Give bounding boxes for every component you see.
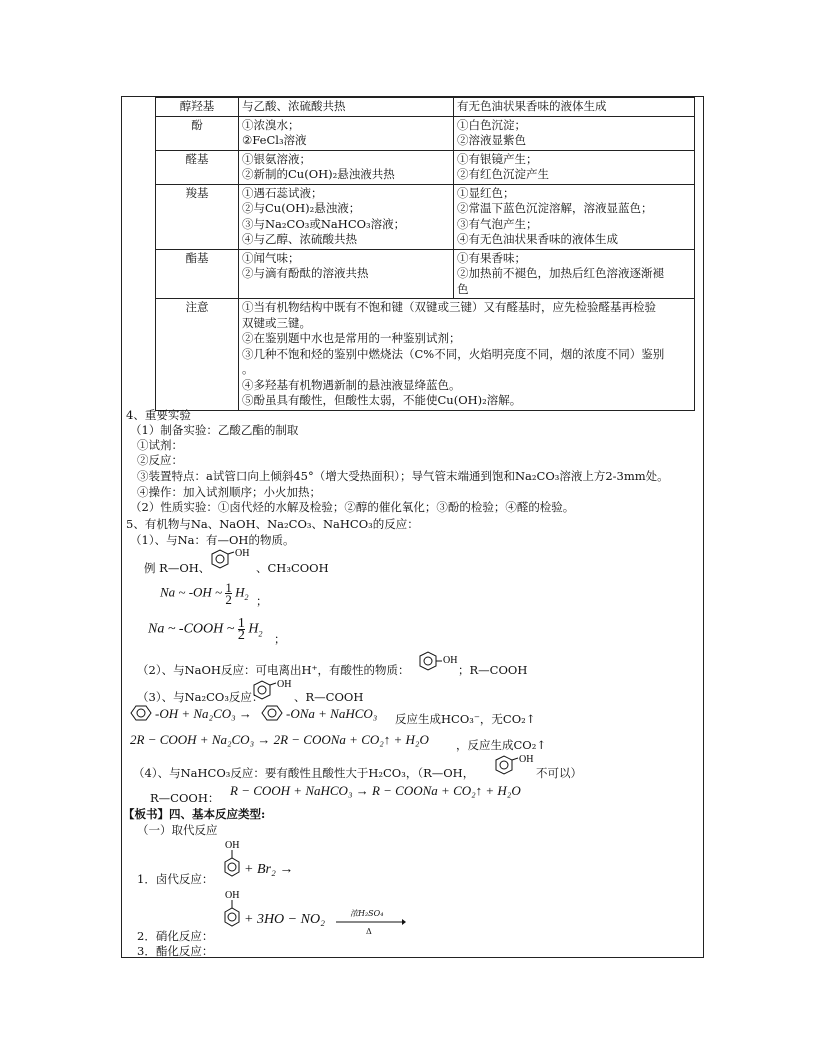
eq-na2co3-1a: -OH + Na₂CO₃ → xyxy=(155,706,252,721)
phenomenon-cell xyxy=(454,184,695,249)
reagent-line: 与乙酸、浓硫酸共热 xyxy=(242,99,346,113)
table-row xyxy=(156,249,695,299)
group-cell: 酚 xyxy=(156,116,239,150)
phenomenon-line: ②加热前不褪色，加热后红色溶液逐渐褪 xyxy=(457,266,664,280)
eq-na-cooh xyxy=(148,618,262,642)
svg-text:OH: OH xyxy=(225,890,240,901)
group-cell: 醇羟基 xyxy=(156,98,239,117)
reagent-line: ②与Cu(OH)₂悬浊液； xyxy=(242,201,361,215)
phenomenon-line: ④有无色油状果香味的液体生成 xyxy=(457,232,618,246)
group-cell: 羧基 xyxy=(156,184,239,249)
eq-nahco3: R − COOH + NaHCO₃ → R − COONa + CO₂↑ + H₂O xyxy=(230,783,521,798)
phenomenon-cell xyxy=(454,249,695,299)
notes-label: 注意 xyxy=(156,299,239,411)
board-title: 【板书】四、基本反应类型: xyxy=(123,807,266,821)
phenomenon-cell xyxy=(454,98,695,117)
s4-line6: （2）性质实验：①卤代烃的水解及检验；②醇的催化氧化；③酚的检验；④醛的检验。 xyxy=(130,500,575,514)
nitration-condition-top: 浓H₂SO₄ xyxy=(350,909,384,918)
s5-p3-note2: ，反应生成CO₂↑ xyxy=(456,738,546,752)
eq-na-cooh-left: Na ~ -COOH ~ xyxy=(148,621,235,637)
group-cell: 醛基 xyxy=(156,150,239,184)
reagent-line: ①闻气味； xyxy=(242,250,300,265)
half-num: 1 xyxy=(225,580,232,595)
reagent-cell xyxy=(239,150,454,184)
note-line: ②在鉴别题中水也是常用的一种鉴别试剂； xyxy=(242,331,461,345)
phenomenon-line: ②常温下蓝色沉淀溶解，溶液显蓝色； xyxy=(457,201,653,215)
reagent-line: ③与Na₂CO₃或NaHCO₃溶液； xyxy=(242,216,406,231)
phenomenon-line: ①有银镜产生； xyxy=(457,151,538,166)
h2-sub-2: 2 xyxy=(258,629,263,639)
h2-text: H xyxy=(235,584,245,600)
eq-nitration: + 3HO − NO₂ xyxy=(244,912,325,927)
section4-title: 4、重要实验 xyxy=(126,408,191,422)
phenol-vertical-icon xyxy=(220,838,248,884)
reagent-line: ①银氨溶液； xyxy=(242,151,311,166)
half-num-2: 1 xyxy=(237,616,245,631)
reaction-esterification: 3．酯化反应： xyxy=(137,944,214,958)
phenomenon-line: 有无色油状果香味的液体生成 xyxy=(457,99,607,113)
phenomenon-line: ②溶液显紫色 xyxy=(457,133,526,147)
table-row xyxy=(156,98,695,117)
eq-na2co3-2: 2R − COOH + Na₂CO₃ → 2R − COONa + CO₂↑ + H₂O xyxy=(130,732,429,747)
semicolon-1: ； xyxy=(256,594,268,608)
phenol-structure-icon xyxy=(246,680,294,704)
phenol-structure-icon xyxy=(488,755,536,779)
s5-p2-b: ；R—COOH xyxy=(458,663,528,677)
note-line: ⑤酚虽具有酸性，但酸性太弱，不能使Cu(OH)₂溶解。 xyxy=(242,393,522,407)
phenol-vertical-icon xyxy=(220,888,248,934)
table-row xyxy=(156,184,695,249)
reagent-line: ②新制的Cu(OH)₂悬浊液共热 xyxy=(242,167,395,181)
s4-line2: ①试剂： xyxy=(137,438,183,452)
s5-p4-c: R—COOH： xyxy=(150,791,220,805)
note-line: 。 xyxy=(242,362,254,376)
note-line: ①当有机物结构中既有不饱和键（双键或三键）又有醛基时，应先检验醛基再检验 xyxy=(242,300,656,314)
phenomenon-line: ①有果香味； xyxy=(457,250,526,265)
s4-line4: ③装置特点：a试管口向上倾斜45°（增大受热面积）；导气管末端通到饱和Na₂CO₃溶液上方2-3mm处。 xyxy=(137,469,669,483)
h2-text-2: H xyxy=(248,621,259,637)
svg-text:OH: OH xyxy=(519,754,534,765)
s5-p3-b: 、R—COOH xyxy=(294,690,364,704)
note-line: ③几种不饱和烃的鉴别中燃烧法（C%不同，火焰明亮度不同，烟的浓度不同）鉴别 xyxy=(242,346,665,361)
svg-text:OH: OH xyxy=(235,548,250,559)
s5-p1-example-a: 例 R—OH、 xyxy=(144,561,211,575)
phenomenon-cell xyxy=(454,150,695,184)
eq-halogenation: + Br₂ → xyxy=(244,862,294,877)
svg-text:OH: OH xyxy=(277,679,292,690)
phenomenon-line: ③有气泡产生； xyxy=(457,216,538,231)
benzene-ring-icon xyxy=(127,703,157,723)
eq-na2co3-1b: -ONa + NaHCO₃ xyxy=(286,706,378,721)
group-cell: 酯基 xyxy=(156,249,239,299)
benzene-ring-icon xyxy=(258,703,288,723)
reagent-cell xyxy=(239,184,454,249)
s5-p1: （1）、与Na：有—OH的物质。 xyxy=(130,533,295,547)
reagent-line: ②FeCl₃溶液 xyxy=(242,133,307,147)
phenomenon-line: 色 xyxy=(457,281,469,296)
svg-text:OH: OH xyxy=(443,655,458,666)
phenol-structure-icon xyxy=(412,650,460,678)
board-sub: （一）取代反应 xyxy=(137,823,218,837)
oh-label: OH xyxy=(225,840,240,851)
nitration-condition-bottom: Δ xyxy=(366,927,372,936)
reagent-line: ②与滴有酚酞的溶液共热 xyxy=(242,266,369,280)
notes-cell xyxy=(239,299,695,411)
half-den: 2 xyxy=(225,592,232,607)
eq-na-oh xyxy=(160,582,248,605)
reagent-line: ①遇石蕊试液； xyxy=(242,185,323,200)
s4-line5: ④操作：加入试剂顺序；小火加热； xyxy=(137,485,321,499)
s5-p3-note1: 反应生成HCO₃⁻，无CO₂↑ xyxy=(395,712,536,726)
functional-group-table xyxy=(155,97,695,411)
half-den-2: 2 xyxy=(237,628,245,643)
s5-p3-a: （3）、与Na₂CO₃反应： xyxy=(137,690,264,704)
eq-na-oh-left: Na ~ -OH ~ xyxy=(160,584,223,600)
s5-p4-b: 不可以） xyxy=(536,766,582,780)
phenomenon-line: ①显红色； xyxy=(457,185,515,200)
note-line: 双键或三键。 xyxy=(242,315,311,330)
reagent-cell xyxy=(239,116,454,150)
h2-sub: 2 xyxy=(244,593,249,603)
s5-p4-a: （4）、与NaHCO₃反应：要有酸性且酸性大于H₂CO₃，（R—OH， xyxy=(133,766,475,780)
phenomenon-line: ②有红色沉淀产生 xyxy=(457,167,549,181)
section5-title: 5、有机物与Na、NaOH、Na₂CO₃、NaHCO₃的反应： xyxy=(126,517,419,531)
note-line: ④多羟基有机物遇新制的悬浊液显绛蓝色。 xyxy=(242,377,461,392)
phenol-structure-icon xyxy=(204,548,252,576)
phenomenon-cell xyxy=(454,116,695,150)
table-row xyxy=(156,150,695,184)
semicolon-2: ； xyxy=(274,632,286,646)
s5-p1-example-b: 、CH₃COOH xyxy=(256,561,329,575)
table-row xyxy=(156,116,695,150)
s4-line3: ②反应： xyxy=(137,453,183,467)
reagent-line: ①浓溴水； xyxy=(242,117,300,132)
reagent-cell xyxy=(239,249,454,299)
notes-row xyxy=(156,299,695,411)
s5-p2-a: （2）、与NaOH反应：可电离出H⁺，有酸性的物质： xyxy=(137,663,410,677)
reaction-halogenation: 1．卤代反应： xyxy=(137,872,214,886)
phenomenon-line: ①白色沉淀； xyxy=(457,117,526,132)
reagent-line: ④与乙醇、浓硫酸共热 xyxy=(242,232,357,246)
reagent-cell xyxy=(239,98,454,117)
s4-line1: （1）制备实验：乙酸乙酯的制取 xyxy=(130,423,299,437)
reaction-nitration: 2．硝化反应： xyxy=(137,929,214,943)
